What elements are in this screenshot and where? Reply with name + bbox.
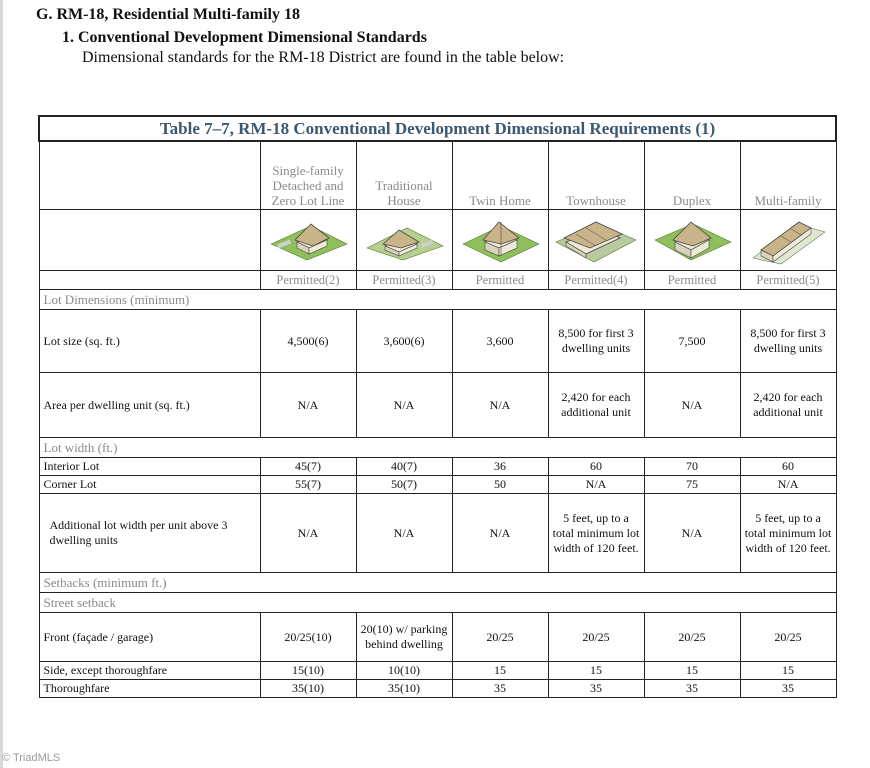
- permitted-row: [39, 271, 836, 290]
- permitted-cell: Permitted: [452, 271, 548, 290]
- table-cell: 2,420 for each additional unit: [548, 373, 644, 438]
- table-cell: 15: [452, 662, 548, 680]
- permitted-cell: Permitted(4): [548, 271, 644, 290]
- table-cell: 70: [644, 458, 740, 476]
- row-label: Corner Lot: [39, 476, 260, 494]
- section-row-lot-width: [39, 438, 836, 458]
- table-cell: 8,500 for first 3 dwelling units: [548, 310, 644, 373]
- dimensional-requirements-table: [38, 115, 837, 698]
- table-cell: 20/25(10): [260, 613, 356, 662]
- table-row: [39, 494, 836, 573]
- table-cell: 20/25: [740, 613, 836, 662]
- type-duplex: Duplex: [644, 141, 740, 210]
- table-cell: 10(10): [356, 662, 452, 680]
- section-header: Lot Dimensions (minimum): [39, 290, 836, 310]
- table-cell: 20/25: [548, 613, 644, 662]
- table-cell: N/A: [740, 476, 836, 494]
- permitted-cell: Permitted(3): [356, 271, 452, 290]
- table-cell: 75: [644, 476, 740, 494]
- table-cell: 45(7): [260, 458, 356, 476]
- section-header: Street setback: [39, 593, 836, 613]
- table-cell: 35: [548, 680, 644, 698]
- row-label: Interior Lot: [39, 458, 260, 476]
- table-row: [39, 373, 836, 438]
- table-cell: 15(10): [260, 662, 356, 680]
- table-cell: 60: [548, 458, 644, 476]
- table-cell: 15: [740, 662, 836, 680]
- row-label: Area per dwelling unit (sq. ft.): [39, 373, 260, 438]
- blank-cell: [39, 210, 260, 271]
- table-row: [39, 476, 836, 494]
- table-cell: N/A: [644, 494, 740, 573]
- duplex-icon: [644, 210, 740, 271]
- subsection-heading: 1. Conventional Development Dimensional Standards: [62, 29, 427, 46]
- table-cell: 5 feet, up to a total minimum lot width of 120 feet.: [548, 494, 644, 573]
- townhouse-icon: [548, 210, 644, 271]
- table-cell: N/A: [548, 476, 644, 494]
- table-cell: 35(10): [260, 680, 356, 698]
- table-cell: N/A: [260, 494, 356, 573]
- type-single-family: Single-family Detached and Zero Lot Line: [260, 141, 356, 210]
- row-label: Thoroughfare: [39, 680, 260, 698]
- table-cell: N/A: [260, 373, 356, 438]
- table-cell: 5 feet, up to a total minimum lot width of 120 feet.: [740, 494, 836, 573]
- table-cell: N/A: [356, 373, 452, 438]
- section-row-setbacks: [39, 573, 836, 593]
- section-heading: G. RM-18, Residential Multi-family 18: [36, 6, 300, 23]
- table-cell: 20/25: [452, 613, 548, 662]
- table-cell: 20/25: [644, 613, 740, 662]
- table-row: [39, 680, 836, 698]
- section-header: Setbacks (minimum ft.): [39, 573, 836, 593]
- table-cell: 2,420 for each additional unit: [740, 373, 836, 438]
- table-cell: 36: [452, 458, 548, 476]
- row-label: Front (façade / garage): [39, 613, 260, 662]
- table-title: Table 7–7, RM-18 Conventional Development Dimensional Requirements (1): [39, 116, 836, 141]
- permitted-cell: Permitted(5): [740, 271, 836, 290]
- table-cell: 60: [740, 458, 836, 476]
- traditional-house-icon: [356, 210, 452, 271]
- table-cell: 15: [548, 662, 644, 680]
- table-cell: 7,500: [644, 310, 740, 373]
- table-cell: N/A: [452, 373, 548, 438]
- type-townhouse: Townhouse: [548, 141, 644, 210]
- table-cell: 15: [644, 662, 740, 680]
- table-cell: 3,600(6): [356, 310, 452, 373]
- row-label: Additional lot width per unit above 3 dwelling units: [39, 494, 260, 573]
- table-cell: 50: [452, 476, 548, 494]
- table-cell: N/A: [452, 494, 548, 573]
- single-family-house-icon: [260, 210, 356, 271]
- illustration-row: [39, 210, 836, 271]
- type-twin-home: Twin Home: [452, 141, 548, 210]
- table-cell: 35: [740, 680, 836, 698]
- table-row: [39, 310, 836, 373]
- table-row: [39, 458, 836, 476]
- table-cell: 50(7): [356, 476, 452, 494]
- table-cell: N/A: [644, 373, 740, 438]
- table-row: [39, 613, 836, 662]
- description-text: Dimensional standards for the RM-18 District are found in the table below:: [82, 49, 565, 66]
- table-cell: 3,600: [452, 310, 548, 373]
- blank-cell: [39, 271, 260, 290]
- table-cell: 8,500 for first 3 dwelling units: [740, 310, 836, 373]
- page-edge: [0, 0, 3, 768]
- table-title-row: [39, 116, 836, 141]
- row-label: Lot size (sq. ft.): [39, 310, 260, 373]
- type-traditional: Traditional House: [356, 141, 452, 210]
- table-cell: 35: [452, 680, 548, 698]
- watermark: © TriadMLS: [2, 752, 61, 764]
- multi-family-icon: [740, 210, 836, 271]
- table-cell: 4,500(6): [260, 310, 356, 373]
- twin-home-icon: [452, 210, 548, 271]
- table-cell: 35: [644, 680, 740, 698]
- type-multi-family: Multi-family: [740, 141, 836, 210]
- table-cell: 40(7): [356, 458, 452, 476]
- row-label: Side, except thoroughfare: [39, 662, 260, 680]
- permitted-cell: Permitted: [644, 271, 740, 290]
- table-cell: 55(7): [260, 476, 356, 494]
- blank-cell: [39, 141, 260, 210]
- table-row: [39, 662, 836, 680]
- table-cell: N/A: [356, 494, 452, 573]
- section-row-lot-dimensions: [39, 290, 836, 310]
- permitted-cell: Permitted(2): [260, 271, 356, 290]
- table-cell: 20(10) w/ parking behind dwelling: [356, 613, 452, 662]
- table-cell: 35(10): [356, 680, 452, 698]
- section-header: Lot width (ft.): [39, 438, 836, 458]
- housing-type-row: [39, 141, 836, 210]
- section-row-street-setback: [39, 593, 836, 613]
